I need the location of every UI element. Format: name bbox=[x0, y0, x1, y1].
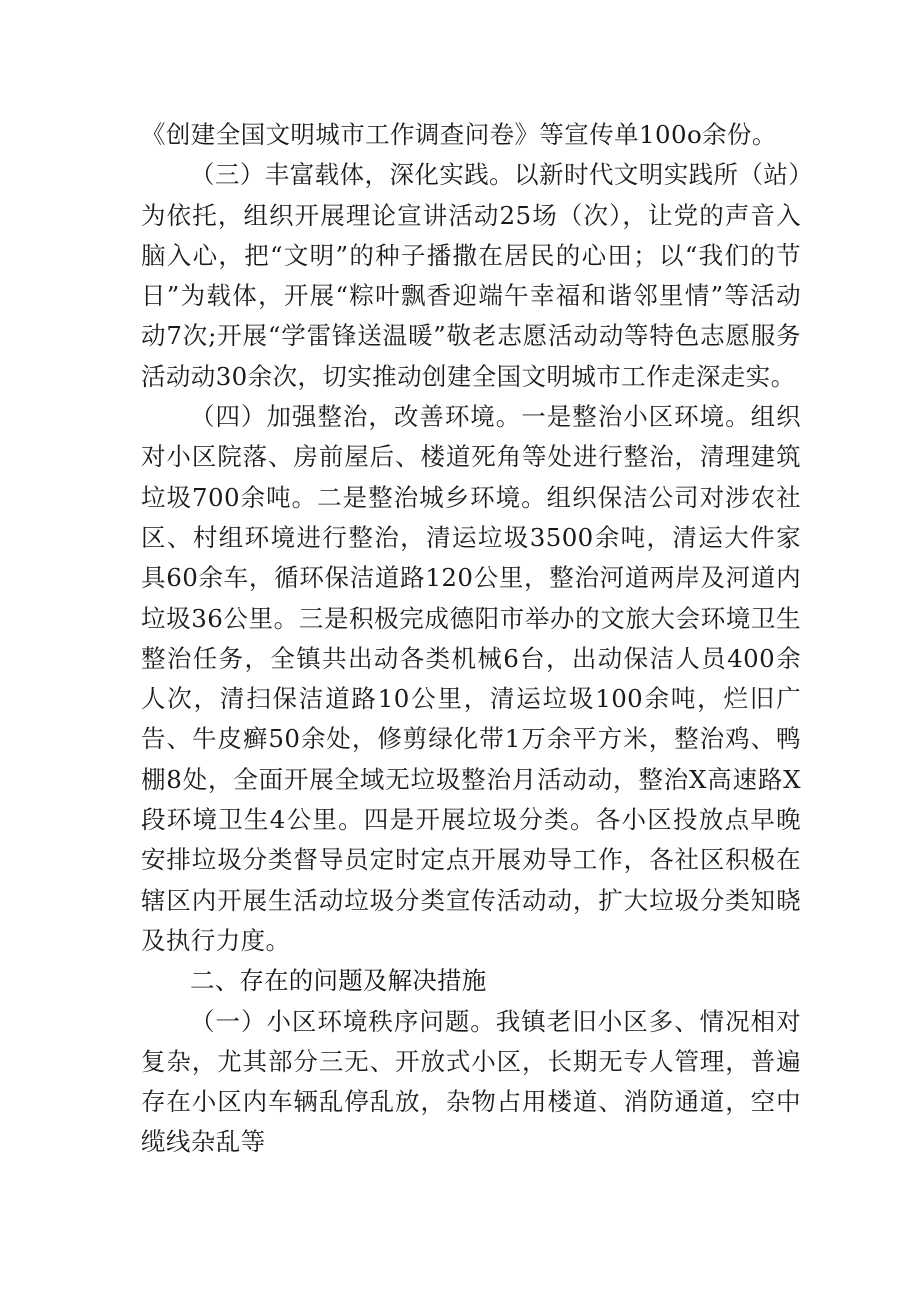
paragraph-section-4: （四）加强整治，改善环境。一是整治小区环境。组织对小区院落、房前屋后、楼道死角等处进行整治，清理建筑垃圾700余吨。二是整治城乡环境。组织保洁公司对涉农社区、村组环境进行整治，清运垃圾3500余吨，清运大件家具60余车，循环保洁道路120公里，整治河道两岸及河道内垃圾36公里。三是积极完成德阳市举办的文旅大会环境卫生整治任务，全镇共出动各类机械6台，出动保洁人员400余人次，清扫保洁道路10公里，清运垃圾100余吨，烂旧广告、牛皮癣50余处，修剪绿化带1万余平方米，整治鸡、鸭棚8处，全面开展全域无垃圾整治月活动动，整治X高速路X段环境卫生4公里。四是开展垃圾分类。各小区投放点早晚安排垃圾分类督导员定时定点开展劝导工作，各社区积极在辖区内开展生活动垃圾分类宣传活动动，扩大垃圾分类知晓及执行力度。 bbox=[141, 402, 801, 955]
document-body bbox=[141, 115, 801, 1163]
paragraph-section-3: （三）丰富载体，深化实践。以新时代文明实践所（站）为依托，组织开展理论宣讲活动25场（次），让党的声音入脑入心，把“文明”的种子播撒在居民的心田；以“我们的节日”为载体，开展“粽叶飘香迎端午幸福和谐邻里情”等活动动7次;开展“学雷锋送温暖”敬老志愿活动动等特色志愿服务活动动30余次，切实推动创建全国文明城市工作走深走实。 bbox=[141, 160, 801, 391]
section-heading: 二、存在的问题及解决措施 bbox=[190, 966, 487, 996]
paragraph-continuation: 《创建全国文明城市工作调查问卷》等宣传单100o余份。 bbox=[141, 120, 777, 149]
paragraph-problem-1: （一）小区环境秩序问题。我镇老旧小区多、情况相对复杂，尤其部分三无、开放式小区，长期无专人管理，普遍存在小区内车辆乱停乱放，杂物占用楼道、消防通道，空中缆线杂乱等 bbox=[141, 1006, 801, 1157]
